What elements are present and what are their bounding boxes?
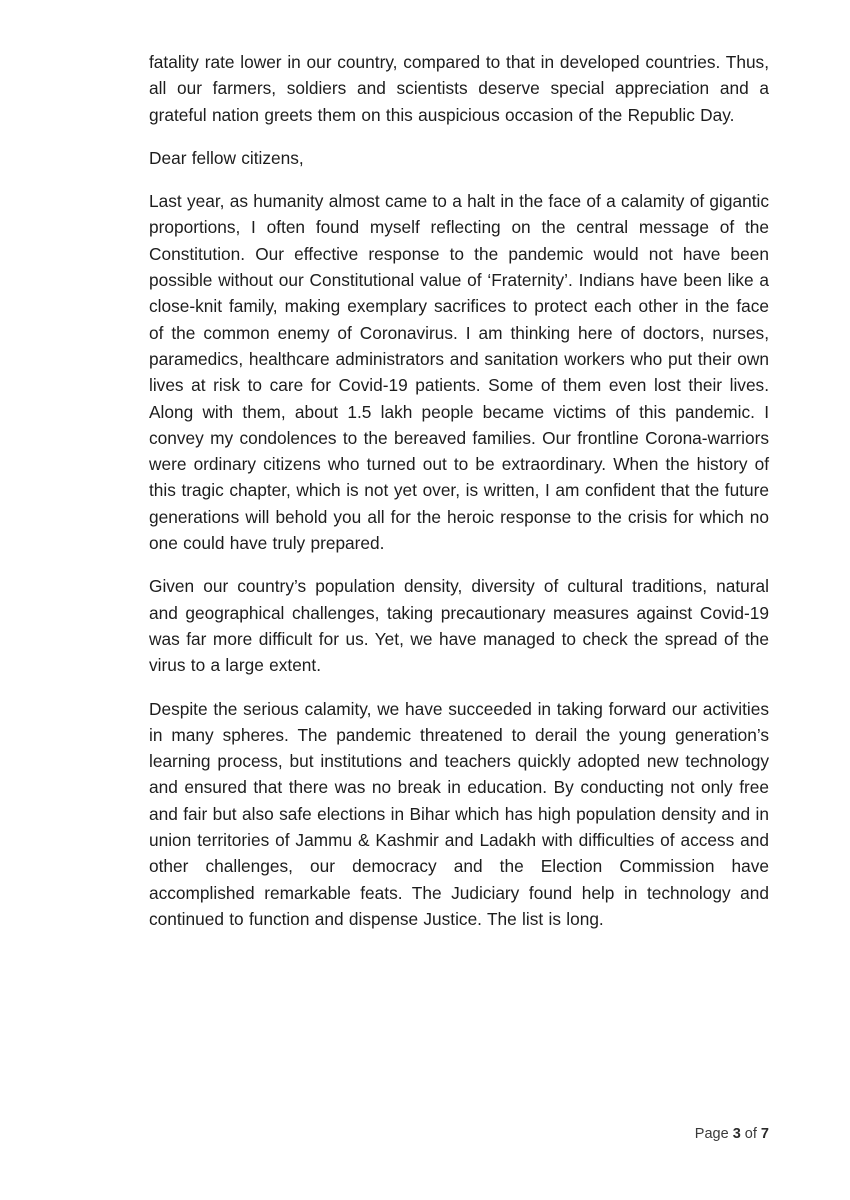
paragraph-despite-calamity: Despite the serious calamity, we have succeeded in taking forward our activities in many spheres. The pandemic threatened to derail the young generation’s learning process, but institutions and teachers quickly adopted new technology and ensured that there was no break in education. By conducting not only free and fair but also safe elections in Bihar which has high population density and in union territories of Jammu & Kashmir and Ladakh with difficulties of access and other challenges, our democracy and the Election Commission have accomplished remarkable feats. The Judiciary found help in technology and continued to function and dispense Justice. The list is long.	[149, 698, 769, 929]
paragraph-last-year-pandemic: Last year, as humanity almost came to a halt in the face of a calamity of gigantic proportions, I often found myself reflecting on the central message of the Constitution. Our effective response to the pandemic would not have been possible without our Constitutional value of ‘Fraternity’. Indians have been like a close-knit family, making exemplary sacrifices to protect each other in the face of the common enemy of Coronavirus. I am thinking here of doctors, nurses, paramedics, healthcare administrators and sanitation workers who put their own lives at risk to care for Covid-19 patients. Some of them even lost their lives. Along with them, about 1.5 lakh people became victims of this pandemic. I convey my condolences to the bereaved families. Our frontline Corona-warriors were ordinary citizens who turned out to be extraordinary. When the history of this tragic chapter, which is not yet over, is written, I am confident that the future generations will behold you all for the heroic response to the crisis for which no one could have truly prepared.	[149, 191, 769, 554]
document-body	[149, 49, 769, 949]
footer-of-label: of	[740, 1126, 761, 1142]
footer-page-label: Page	[694, 1126, 733, 1142]
footer-page-number: 3	[732, 1126, 741, 1142]
paragraph-population-density: Given our country’s population density, diversity of cultural traditions, natural and geographical challenges, taking precautionary measures against Covid-19 was far more difficult for us. Yet, we have managed to check the spread of the virus to a large extent.	[149, 576, 769, 676]
footer-total-pages: 7	[760, 1126, 769, 1142]
page-footer	[679, 1104, 769, 1164]
salutation-dear-fellow-citizens: Dear fellow citizens,	[149, 147, 304, 168]
paragraph-fatality-rate: fatality rate lower in our country, compared to that in developed countries. Thus, all our farmers, soldiers and scientists deserve special appreciation and a grateful nation greets them on this auspicious occasion of the Republic Day.	[149, 52, 769, 125]
